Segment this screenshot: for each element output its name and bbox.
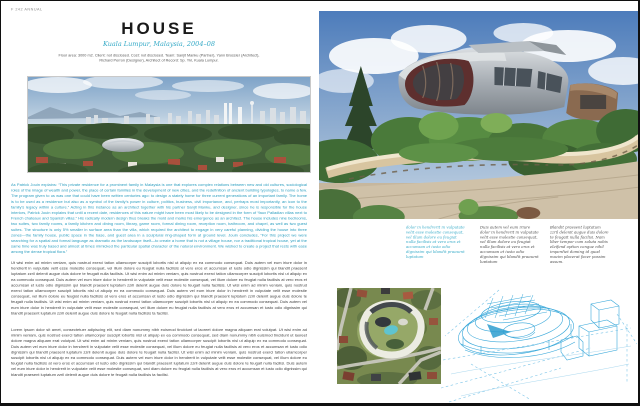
axonometric-drawing (441, 284, 637, 404)
panorama-photo (27, 76, 311, 173)
page-folio (11, 7, 171, 15)
caption-middle: Duis autem vel eum iriure dolor in hendrerit in vulputate velit esse molestie consequat, vel illum dolore eu feugiat nulla facilisis at vero eros et accumsan et iusto odio dignissim qui blandit praesent luptatum (480, 225, 539, 263)
caption-highlight: dolor in hendrerit in vulputate velit esse molestie consequat, vel illum dolore eu feugiat nulla facilisis at vero eros et accumsan et iusto odio dignissim qui blandit praesent luptatum (406, 225, 465, 259)
body-paragraph-intro: As Patrick Jouin explains: “This private residence for a prominent family in Malaysia is one that explores complex relations between new and old cultures, sociological roles of the image of wealth and power, the place of certain families in the development of new cities, and the redefinition of ancient building typologies, to name a few. The program given to us was one that could have been written centuries ago: to design a stately home for three current generations of an important family. The home is to be used as a residence but also as a symbol of the family’s power in culture, politics, business, civil importance, and, perhaps most importantly, an icon to the family’s legacy within a culture.” Acting in this instance as an architect together with his partner Sanjit Manku, and designer, since he is responsible for the house interiors, Patrick Jouin explains that until a recent date, residences of this nature might have been most likely to be designed in the form of “faux Palladian villas next to French chateaux and Spanish villas.” His radically modern design thus breaks the mold and marks his emergence as an architect. The house includes nine bedrooms, two suites, two family rooms, a family kitchen and dining room, library, game room, formal dining room, reception room, bathroom, and chapel, as well as two guest suites. The structure is only 5% smaller in surface area than the villa, which required the architect to engage in very careful planning, dividing the house into three zones—the family house, public space in the base, and guest area in a sculptural ring-shaped form at ground level. Jouin concludes, “For this project we were searching for a spatial and formal language as dramatic as the landscape itself—to create a home that is not a village house, nor a traditional tropical house, yet at the same time was truly based and almost at times mimicked the particular spatial character of the natural environment. We wished to create a project that rests with ease among the dense tropical flora.” (11, 182, 307, 255)
page-title: HOUSE (121, 19, 197, 38)
folio-text: F 242 ANNUAL (11, 7, 43, 12)
body-paragraph-2: Ut wisi enim ad minim veniam, quis nostrud exerci tation ullamcorper suscipit lobortis nisl ut aliquip ex ea commodo consequat. Duis autem vel eum iriure dolor in hendrerit in vulputate velit esse molestie consequat, vel illum dolore eu feugiat nulla facilisis at vero eros et accumsan et iusto odio dignissim qui blandit praesent luptatum zzril delenit augue duis dolore te feugait nulla facilisis. Ut wisi enim ad minim veniam, quis nostrud exerci tation ullamcorper suscipit lobortis nisl ut aliquip ex ea commodo consequat. Duis autem vel eum iriure dolor in hendrerit in vulputate velit esse molestie consequat, vel illum dolore eu feugiat nulla facilisis at vero eros et accumsan et iusto odio dignissim qui blandit praesent luptatum zzril delenit augue duis dolore te feugait nulla facilisis. Ut wisi enim ad minim veniam, quis nostrud exerci tation ullamcorper suscipit lobortis nisl ut aliquip ex ea commodo consequat. Duis autem vel eum iriure dolor in hendrerit in vulputate velit esse molestie consequat, vel illum dolore eu feugiat nulla facilisis at vero eros et accumsan et iusto odio dignissim qui blandit praesent luptatum zzril delenit augue duis dolore te feugait nulla facilisis. Ut wisi enim ad minim veniam, quis nostrud exerci tation ullamcorper suscipit lobortis nisl ut aliquip ex ea commodo consequat. Duis autem vel eum iriure dolor in hendrerit in vulputate velit esse molestie consequat, vel illum dolore eu feugiat nulla facilisis at vero eros et accumsan et iusto odio dignissim qui blandit praesent luptatum zzril delenit augue duis dolore te feugait nulla facilisis ta facilisi. (11, 260, 307, 316)
caption-right: Blandit praesent luptatum zzril delenit augue duis dolore te feugait nulla facilisi. Nam liber tempor cum soluta nobis eleifend option congue nihil imperdiet doming id quod mazim placerat facer possim assum. (550, 225, 609, 263)
panorama-photo-art (28, 77, 311, 173)
axonometric-drawing-art (441, 284, 637, 404)
credits-line-2: Richard Perron (Designer), Architect of Record: Sp. Ykl, Kuala Lumpur. (99, 58, 219, 63)
credits-line-1: Floor area: 3000 m2. Client: not disclosed. Cost: not disclosed. Team: Sanjit Manku (Partner), Yann Brossier (Architect), (58, 53, 260, 58)
hero-photo (319, 11, 640, 219)
project-credits (9, 53, 309, 67)
aerial-photo (337, 288, 441, 384)
aerial-photo-art (337, 288, 441, 384)
page-subtitle: Kuala Lumpur, Malaysia, 2004–08 (103, 40, 215, 48)
hero-photo-art (319, 11, 640, 219)
body-paragraph-3: Lorem ipsum dolor sit amet, consectetuer adipiscing elit, sed diam nonummy nibh euismod tincidunt ut laoreet dolore magna aliquam erat volutpat. Ut wisi enim ad minim veniam, quis nostrud exerci tation ullamcorper suscipit lobortis nisl ut aliquip ex ea commodo consequat, sed diam nonummy nibh euismod tincidunt ut laoreet dolore magna aliquam erat volutpat. Ut wisi enim ad minim veniam, quis nostrud exerci tation ullamcorper suscipit lobortis nisl ut aliquip ex ea commodo consequat. Duis autem vel eum iriure dolor in hendrerit in vulputate velit esse molestie consequat, vel illum dolore eu feugiat nulla facilisis at vero eros et accumsan et iusto odio dignissim qui blandit praesent luptatum zzril delenit augue duis dolore te feugait nulla facilisi. Ut wisi enim ad minim veniam, quis nostrud exerci tation ullamcorper suscipit lobortis nisl ut aliquip ex ea commodo consequat. Duis autem vel eum iriure dolor in hendrerit in vulputate velit esse molestie consequat, vel illum dolore eu feugiat nulla facilisis at vero eros et accumsan et iusto odio dignissim qui blandit praesent luptatum zzril delenit augue duis dolore te feugait nulla facilisi. Duis autem vel eum iriure dolor in hendrerit in vulputate velit esse molestie consequat, sed diam dolore eu feugiat nulla facilisis at vero eros et accumsan et iusto odio dignissim qui blandit praesent luptatum zzril delenit augue duis dolore te feugait nulla facilisis ta facilisi. (11, 327, 307, 377)
